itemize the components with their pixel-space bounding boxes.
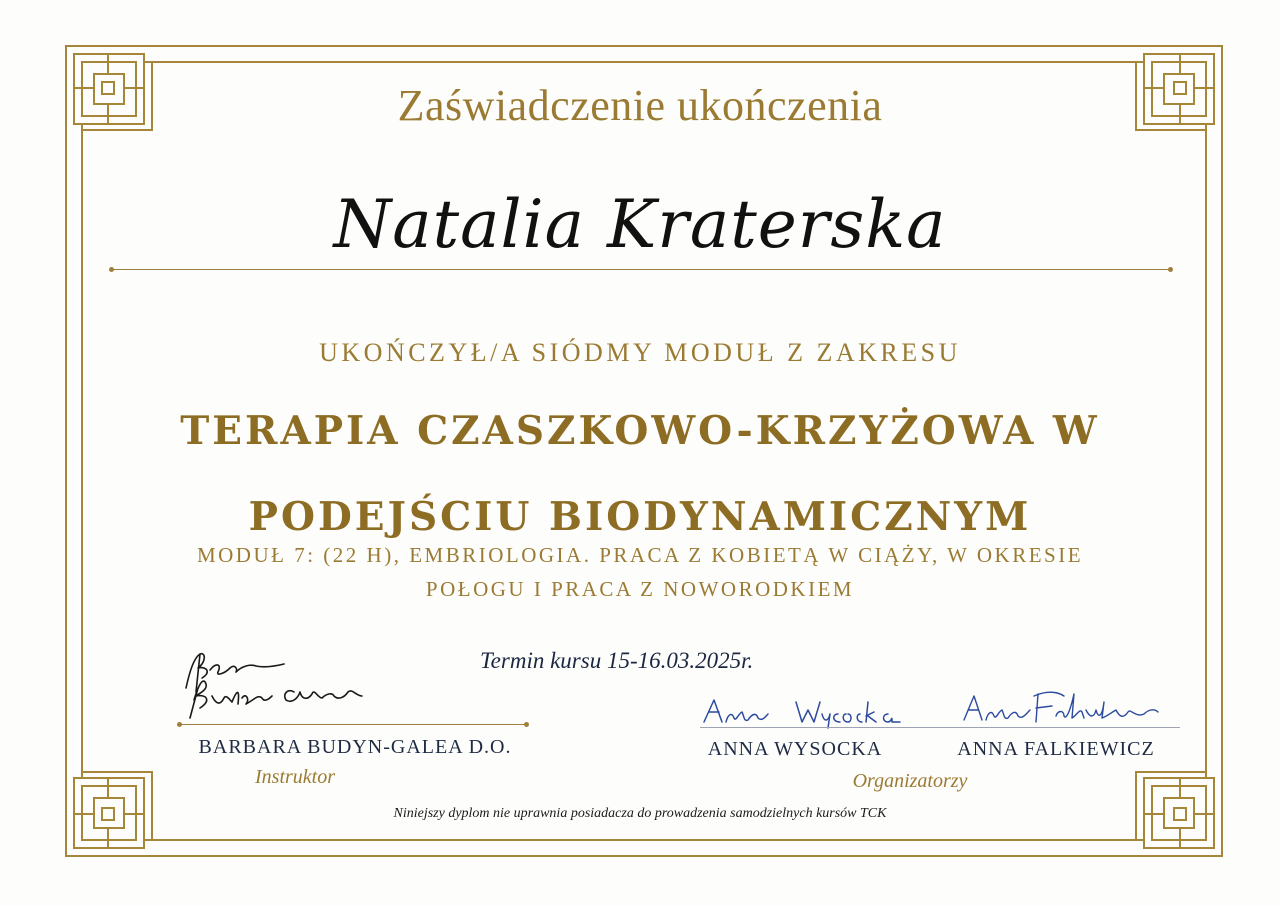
instructor-signature-line: [180, 724, 526, 725]
organizer-name-falkiewicz: ANNA FALKIEWICZ: [957, 738, 1155, 760]
module-description-line-2: POŁOGU I PRACA Z NOWORODKIEM: [425, 577, 855, 601]
module-description: [0, 538, 1280, 606]
disclaimer-note: Niniejszy dyplom nie uprawnia posiadacza do prowadzenia samodzielnych kursów TCK: [393, 806, 887, 821]
organizer-signature-wysocka: [700, 694, 910, 730]
recipient-name: Natalia Kraterska: [333, 186, 947, 263]
instructor-role: Instruktor: [255, 766, 335, 788]
instructor-name: BARBARA BUDYN-GALEA D.O.: [198, 736, 512, 758]
course-title-line-1: TERAPIA CZASZKOWO-KRZYŻOWA W: [180, 408, 1100, 454]
certificate-heading: Zaświadczenie ukończenia: [397, 81, 883, 130]
module-description-line-1: MODUŁ 7: (22 H), EMBRIOLOGIA. PRACA Z KOBIETĄ W CIĄŻY, W OKRESIE: [196, 543, 1084, 567]
course-date: Termin kursu 15-16.03.2025r.: [480, 648, 754, 673]
organizer-name-wysocka: ANNA WYSOCKA: [707, 738, 883, 760]
organizer-signature-falkiewicz: [958, 688, 1164, 728]
organizers-role: Organizatorzy: [852, 770, 968, 792]
course-title-line-2: PODEJŚCIU BIODYNAMICZNYM: [248, 494, 1032, 540]
course-title: [0, 388, 1280, 560]
organizers-signature-line: [700, 727, 1180, 728]
name-underline: [112, 269, 1170, 270]
instructor-signature: [176, 648, 396, 724]
completion-statement: UKOŃCZYŁ/A SIÓDMY MODUŁ Z ZAKRESU: [319, 338, 961, 367]
